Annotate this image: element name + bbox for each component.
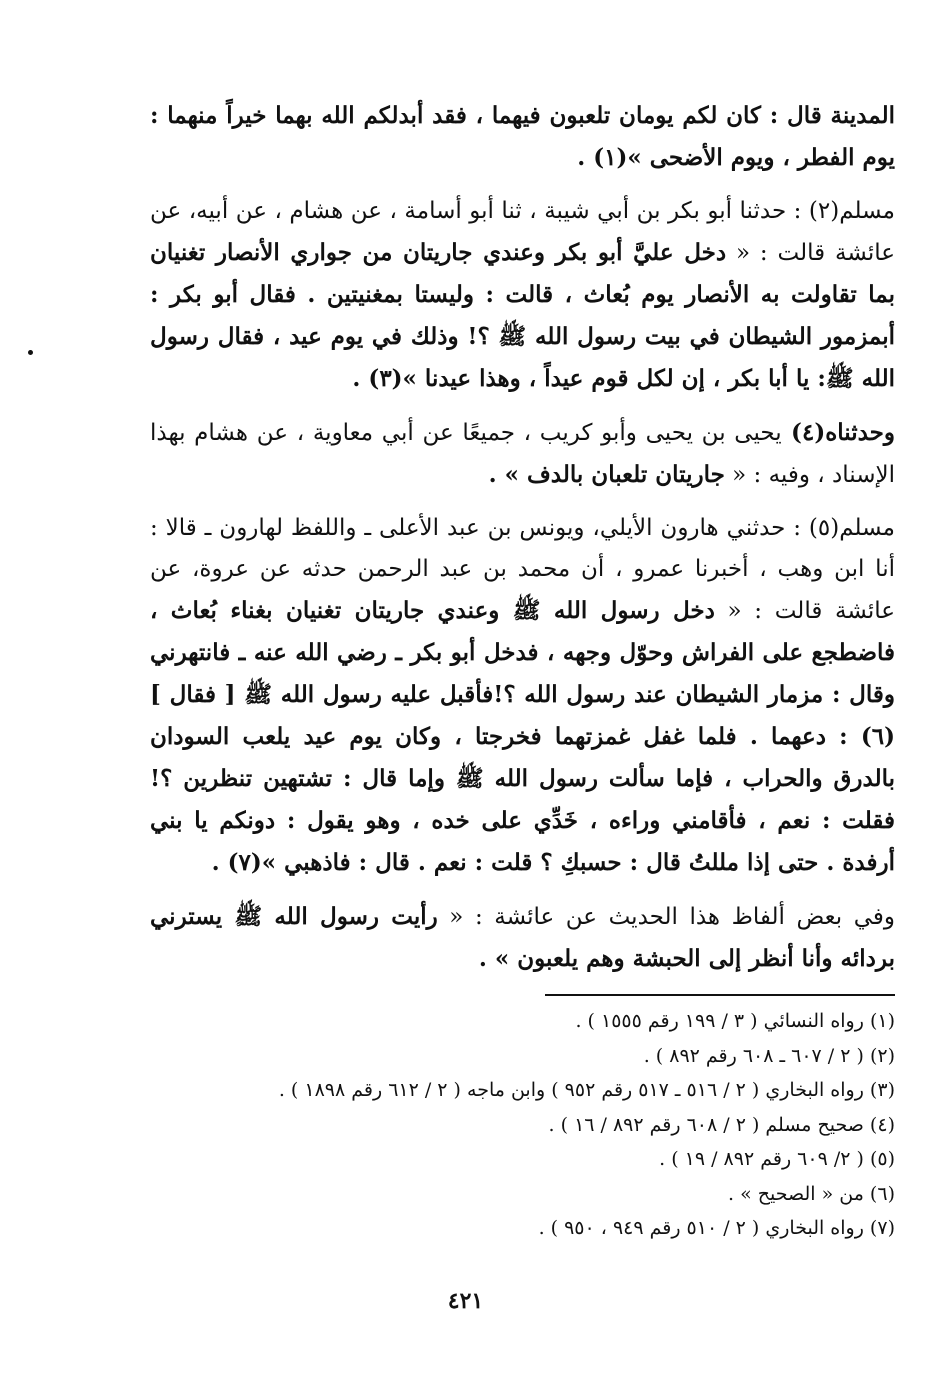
footnote-divider bbox=[545, 994, 895, 996]
page-number: ٤٢١ bbox=[447, 1288, 484, 1314]
hadith-text: جاريتان تلعبان بالدف » . bbox=[488, 461, 725, 488]
footnote: (٢) ( ٢ / ٦٠٧ ـ ٦٠٨ رقم ٨٩٢ ) . bbox=[643, 1044, 895, 1067]
isnad-text: مسلم(٢) : حدثنا أبو بكر بن أبي شيبة ، ثنا أبو أسامة ، عن هشام ، عن أبيه، عن عائشة قالت : « bbox=[150, 198, 895, 266]
hadith-text: رأيت رسول الله ﷺ يسترني بردائه وأنا أنظر إلى الحبشة وهم يلعبون » . bbox=[150, 903, 895, 972]
footnote: (٣) رواه البخاري ( ٢ / ٥١٦ ـ ٥١٧ رقم ٩٥٢ ) وابن ماجه ( ٢ / ٦١٢ رقم ١٨٩٨ ) . bbox=[278, 1079, 895, 1101]
isnad-text: وفي بعض ألفاظ هذا الحديث عن عائشة : « bbox=[437, 904, 895, 930]
hadith-text: دخل رسول الله ﷺ وعندي جاريتان تغنيان بغناء بُعاث ، فاضطجع على الفراش وحوّل وجهه ، فدخل أبو بكر ـ رضي الله عنه ـ فانتهرني وقال : مزمار الشيطان عند رسول الله ؟!فأقبل عليه رسول الله ﷺ [ فقال ](٦) : دعهما . فلما غفل غمزتهما فخرجتا ، وكان يوم عيد يلعب السودان بالدرق والحراب ، فإما سألت رسول الله ﷺ وإما قال : تشتهين تنظرين ؟! فقلت : نعم ، فأقامني وراءه ، خَدِّي على خده ، وهو يقول : دونكم يا بني أرفدة . حتى إذا مللتُ قال : حسبكِ ؟ قلت : نعم . قال : فاذهبي »(٧) . bbox=[150, 597, 895, 876]
paragraph bbox=[150, 95, 895, 179]
margin-dot bbox=[28, 350, 33, 355]
isnad-text: يحيى بن يحيى وأبو كريب ، جميعًا عن أبي معاوية ، عن هشام بهذا الإسناد ، وفيه : « bbox=[150, 420, 895, 488]
footnote: (٤) صحيح مسلم ( ٢ / ٦٠٨ رقم ٨٩٢ / ١٦ ) . bbox=[548, 1113, 895, 1136]
footnote: (٥) ( ٢/ ٦٠٩ رقم ٨٩٢ / ١٩ ) . bbox=[659, 1148, 895, 1170]
footnote: (١) رواه النسائي ( ٣ / ١٩٩ رقم ١٥٥٥ ) . bbox=[575, 1010, 895, 1032]
hadith-text: المدينة قال : كان لكم يومان تلعبون فيهما ، فقد أبدلكم الله بهما خيراً منهما : يوم الفطر ، ويوم الأضحى »(١) . bbox=[150, 102, 895, 171]
main-text bbox=[150, 95, 895, 980]
hadith-text: دخل عليَّ أبو بكر وعندي جاريتان من جواري الأنصار تغنيان بما تقاولت به الأنصار يوم بُعاث ، قالت : وليستا بمغنيتين . فقال أبو بكر : أبمزمور الشيطان في بيت رسول الله ﷺ ؟! وذلك في يوم عيد ، فقال رسول الله ﷺ: يا أبا بكر ، إن لكل قوم عيداً ، وهذا عيدنا »(٣) . bbox=[150, 239, 895, 392]
paragraph bbox=[150, 191, 895, 400]
footnote: (٦) من « الصحيح » . bbox=[728, 1182, 895, 1205]
paragraph bbox=[150, 896, 895, 980]
isnad-text: مسلم(٥) : حدثني هارون الأيلي، ويونس بن عبد الأعلى ـ واللفظ لهارون ـ قالا : أنا ابن وهب ، أخبرنا عمرو ، أن محمد بن عبد الرحمن حدثه عن عروة، عن عائشة قالت : « bbox=[150, 515, 895, 624]
footnote: (٧) رواه البخاري ( ٢ / ٥١٠ رقم ٩٤٩ ، ٩٥٠ ) . bbox=[538, 1217, 895, 1239]
paragraph bbox=[150, 508, 895, 884]
paragraph bbox=[150, 412, 895, 496]
page-body bbox=[150, 95, 895, 1246]
hadith-text: وحدثناه(٤) bbox=[781, 419, 895, 446]
footnotes bbox=[150, 1004, 895, 1246]
